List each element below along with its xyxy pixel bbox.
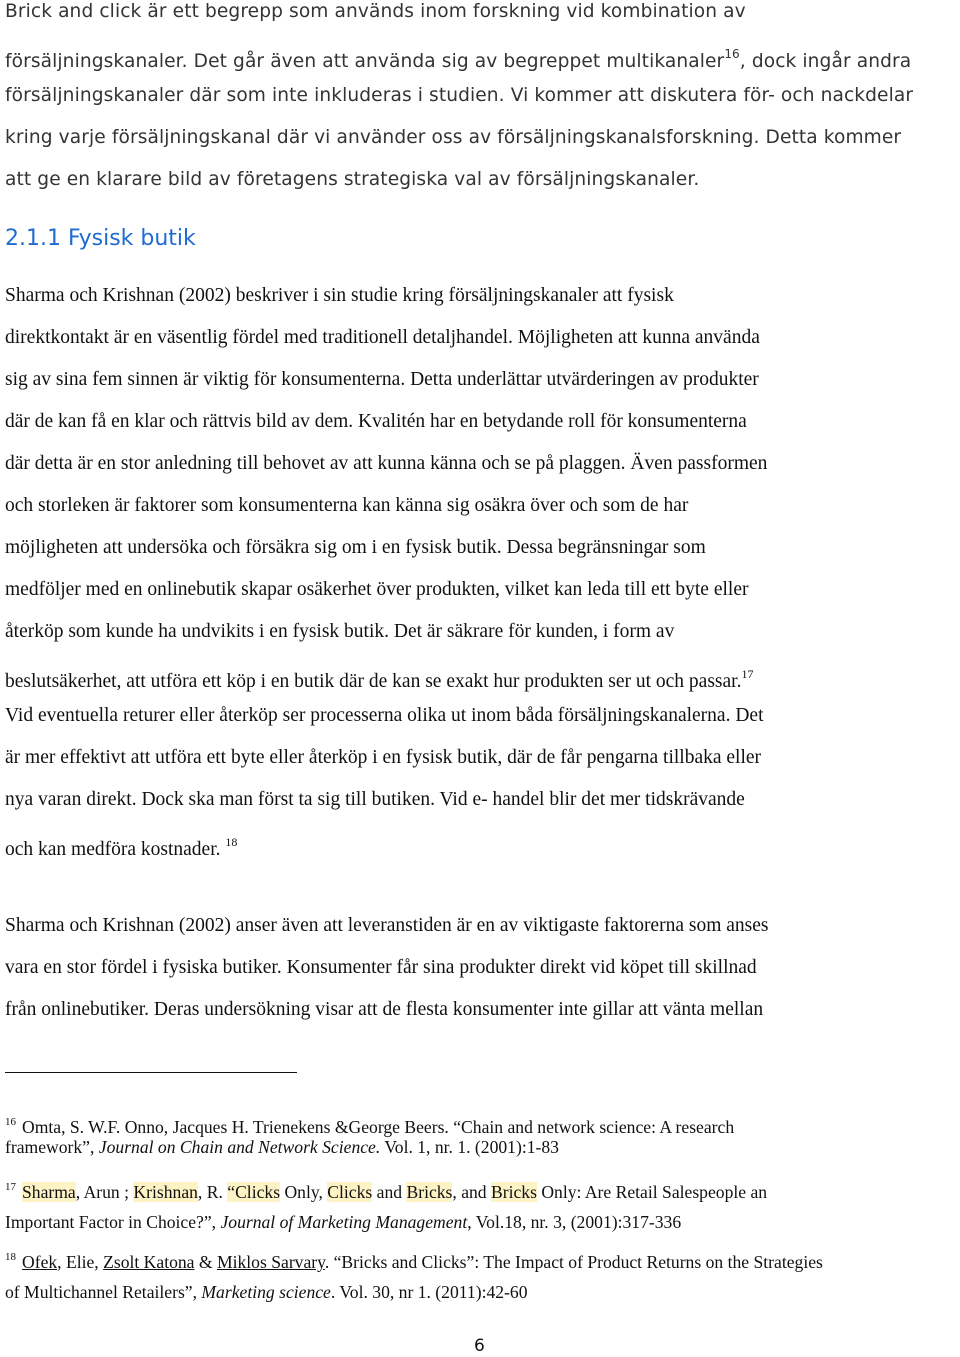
section-heading: 2.1.1 Fysisk butik [5,226,196,251]
author-link[interactable]: Miklos Sarvary [216,1252,325,1272]
text-line: Sharma och Krishnan (2002) beskriver i sin studie kring försäljningskanaler att fysisk [5,285,674,306]
page-number: 6 [474,1336,485,1356]
text-line: där detta är en stor anledning till behovet av att kunna känna och se på plaggen. Även passformen [5,453,768,474]
text-line: försäljningskanaler. Det går även att använda sig av begreppet multikanaler$^{16}$, dock ingår andra [5,47,912,72]
text-line: från onlinebutiker. Deras undersökning visar att de flesta konsumenter inte gillar att vänta mellan [5,999,764,1020]
text-line: är mer effektivt att utföra ett byte eller återköp i en fysisk butik, där de får pengarna tillbaka eller [5,747,762,768]
text-line: och kan medföra kostnader. $^{18}$ [5,835,238,860]
text-line: direktkontakt är en väsentlig fördel med traditionell detaljhandel. Möjligheten att kunna använda [5,327,760,348]
text-line: medföljer med en onlinebutik skapar osäkerhet över produkten, vilket kan leda till ett byte eller [5,579,749,600]
text-line: Sharma och Krishnan (2002) anser även att leveranstiden är en av viktigaste faktorerna som anses [5,915,769,936]
text-line: återköp som kunde ha undvikits i en fysisk butik. Det är säkrare för kunden, i form av [5,621,675,642]
footnote-16-line2: framework”, Journal on Chain and Network Science. Vol. 1, nr. 1. (2001):1-83 [5,1137,559,1157]
text-line: och storleken är faktorer som konsumenterna kan känna sig osäkra över och som de har [5,495,689,516]
footnote-ref-16: 16 [724,47,740,61]
footnote-16: $^{16}$ Omta, S. W.F. Onno, Jacques H. Trienekens &George Beers. “Chain and network science: A research [5,1116,735,1137]
footnote-ref-18: 18 [225,835,238,849]
text-line: vara en stor fördel i fysiska butiker. Konsumenter får sina produkter direkt vid köpet till skillnad [5,957,757,978]
text-line: att ge en klarare bild av företagens strategiska val av försäljningskanaler. [5,169,700,190]
footnote-18: $^{18}$ Ofek, Elie, Zsolt Katona & Miklos Sarvary. “Bricks and Clicks”: The Impact of Product Returns on the Strategies [5,1251,823,1272]
footnote-17: $^{17}$ Sharma, Arun ; Krishnan, R. “Clicks Only, Clicks and Bricks, and Bricks Only: Are Retail Salespeople an [5,1181,768,1202]
text-line: nya varan direkt. Dock ska man först ta sig till butiken. Vid e- handel blir det mer tidskrävande [5,789,745,810]
text-line: sig av sina fem sinnen är viktig för konsumenterna. Detta underlättar utvärderingen av produkter [5,369,759,390]
footnote-18-line2: of Multichannel Retailers”, Marketing science. Vol. 30, nr 1. (2011):42-60 [5,1282,528,1302]
text-line: Vid eventuella returer eller återköp ser processerna olika ut inom båda försäljningskanalerna. Det [5,705,764,726]
text-line: försäljningskanaler där som inte inkluderas i studien. Vi kommer att diskutera för- och nackdelar [5,85,914,106]
text-line: möjligheten att undersöka och försäkra sig om i en fysisk butik. Dessa begränsningar som [5,537,706,558]
footnote-17-line2: Important Factor in Choice?”, Journal of Marketing Management, Vol.18, nr. 3, (2001):317-336 [5,1212,682,1232]
footnote-ref-17: 17 [741,667,754,681]
text-line: Brick and click är ett begrepp som används inom forskning vid kombination av [5,1,746,22]
text-line: beslutsäkerhet, att utföra ett köp i en butik där de kan se exakt hur produkten ser ut och passar.$^{17}$ [5,667,754,692]
author-link[interactable]: Ofek [22,1252,58,1272]
footnote-separator [5,1072,297,1073]
author-link[interactable]: Zsolt Katona [103,1252,195,1272]
text-line: kring varje försäljningskanal där vi använder oss av försäljningskanalsforskning. Detta kommer [5,127,902,148]
text-line: där de kan få en klar och rättvis bild av dem. Kvalitén har en betydande roll för konsumenterna [5,411,747,432]
